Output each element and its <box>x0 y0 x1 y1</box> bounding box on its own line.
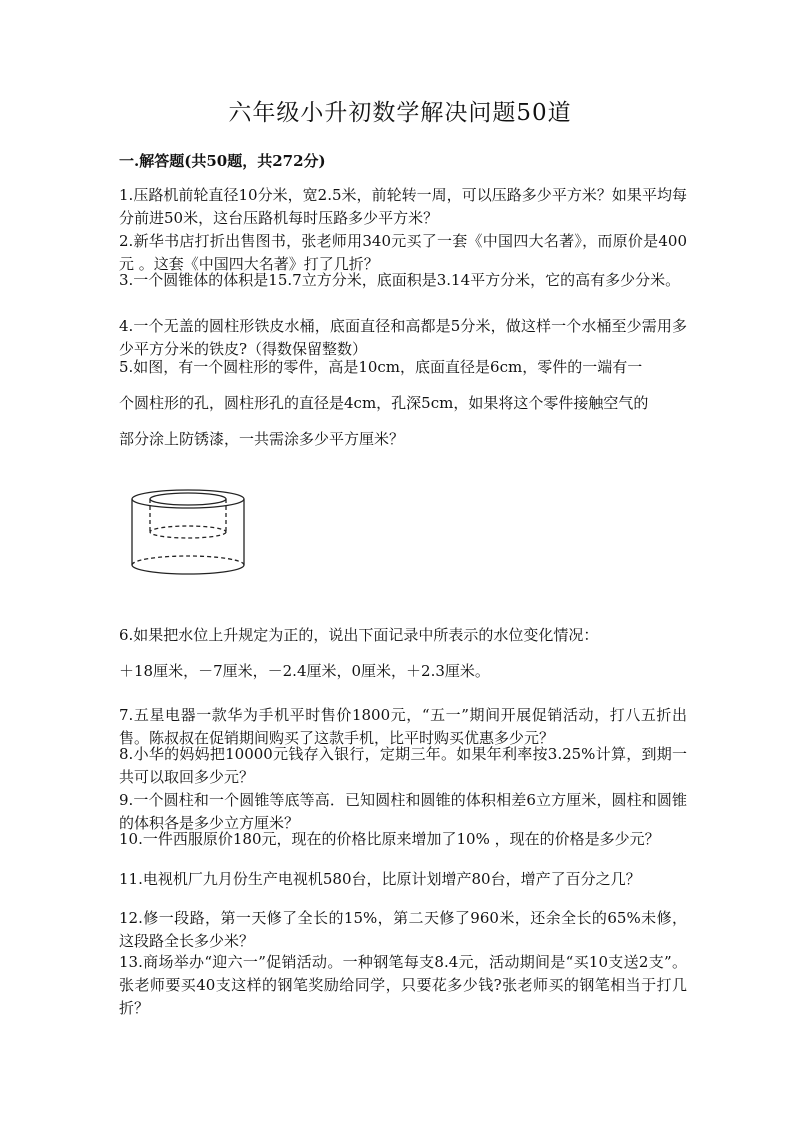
outer-bottom-back <box>132 556 244 565</box>
question-3: 3.一个圆锥体的体积是15.7立方分米，底面积是3.14平方分米，它的高有多少分米。 <box>119 271 681 289</box>
question-13: 13.商场举办“迎六一”促销活动。一种钢笔每支8.4元，活动期间是“买10支送2支”。张老师要买40支这样的钢笔奖励给同学，只要花多少钱?张老师买的钢笔相当于打几折？ <box>119 953 687 1017</box>
outer-bottom-front <box>132 565 244 574</box>
question-7: 7.五星电器一款华为手机平时售价1800元，“五一”期间开展促销活动，打八五折出售。陈叔叔在促销期间购买了这款手机，比平时购买优惠多少元？ <box>119 706 687 747</box>
question-9: 9.一个圆柱和一个圆锥等底等高．已知圆柱和圆锥的体积相差6立方厘米，圆柱和圆锥的体积各是多少立方厘米？ <box>119 791 687 832</box>
question-2: 2.新华书店打折出售图书，张老师用340元买了一套《中国四大名著》，而原价是400元 。这套《中国四大名著》打了几折？ <box>119 232 687 273</box>
question-5-line-2: 个圆柱形的孔，圆柱形孔的直径是4cm，孔深5cm，如果将这个零件接触空气的 <box>119 394 649 412</box>
question-4: 4.一个无盖的圆柱形铁皮水桶，底面直径和高都是5分米，做这样一个水桶至少需用多少平方分米的铁皮?（得数保留整数） <box>119 317 687 358</box>
question-5-line-1: 5.如图，有一个圆柱形的零件，高是10cm，底面直径是6cm，零件的一端有一 <box>119 358 643 376</box>
question-5-line-3: 部分涂上防锈漆，一共需涂多少平方厘米？ <box>119 430 405 448</box>
question-6-line-1: 6.如果把水位上升规定为正的，说出下面记录中所表示的水位变化情况： <box>119 626 599 644</box>
page-title: 六年级小升初数学解决问题50道 <box>228 100 572 126</box>
question-1: 1.压路机前轮直径10分米，宽2.5米，前轮转一周，可以压路多少平方米？如果平均每分前进50米，这台压路机每时压路多少平方米？ <box>119 186 687 227</box>
question-10: 10.一件西服原价180元，现在的价格比原来增加了10% ，现在的价格是多少元？ <box>119 830 660 848</box>
cylinder-part-figure <box>124 488 252 578</box>
question-8: 8.小华的妈妈把10000元钱存入银行，定期三年。如果年利率按3.25%计算，到期一共可以取回多少元？ <box>119 745 687 786</box>
section-heading: 一.解答题(共50题，共272分) <box>119 152 326 170</box>
question-12: 12.修一段路，第一天修了全长的15%，第二天修了960米，还余全长的65%未修，这段路全长多少米？ <box>119 909 687 950</box>
question-11: 11.电视机厂九月份生产电视机580台，比原计划增产80台，增产了百分之几？ <box>119 870 641 888</box>
question-6-line-2: ＋18厘米，－7厘米，－2.4厘米，0厘米，＋2.3厘米。 <box>119 662 490 680</box>
hole-bottom-ellipse <box>150 526 226 538</box>
hole-top-ellipse <box>150 493 226 505</box>
